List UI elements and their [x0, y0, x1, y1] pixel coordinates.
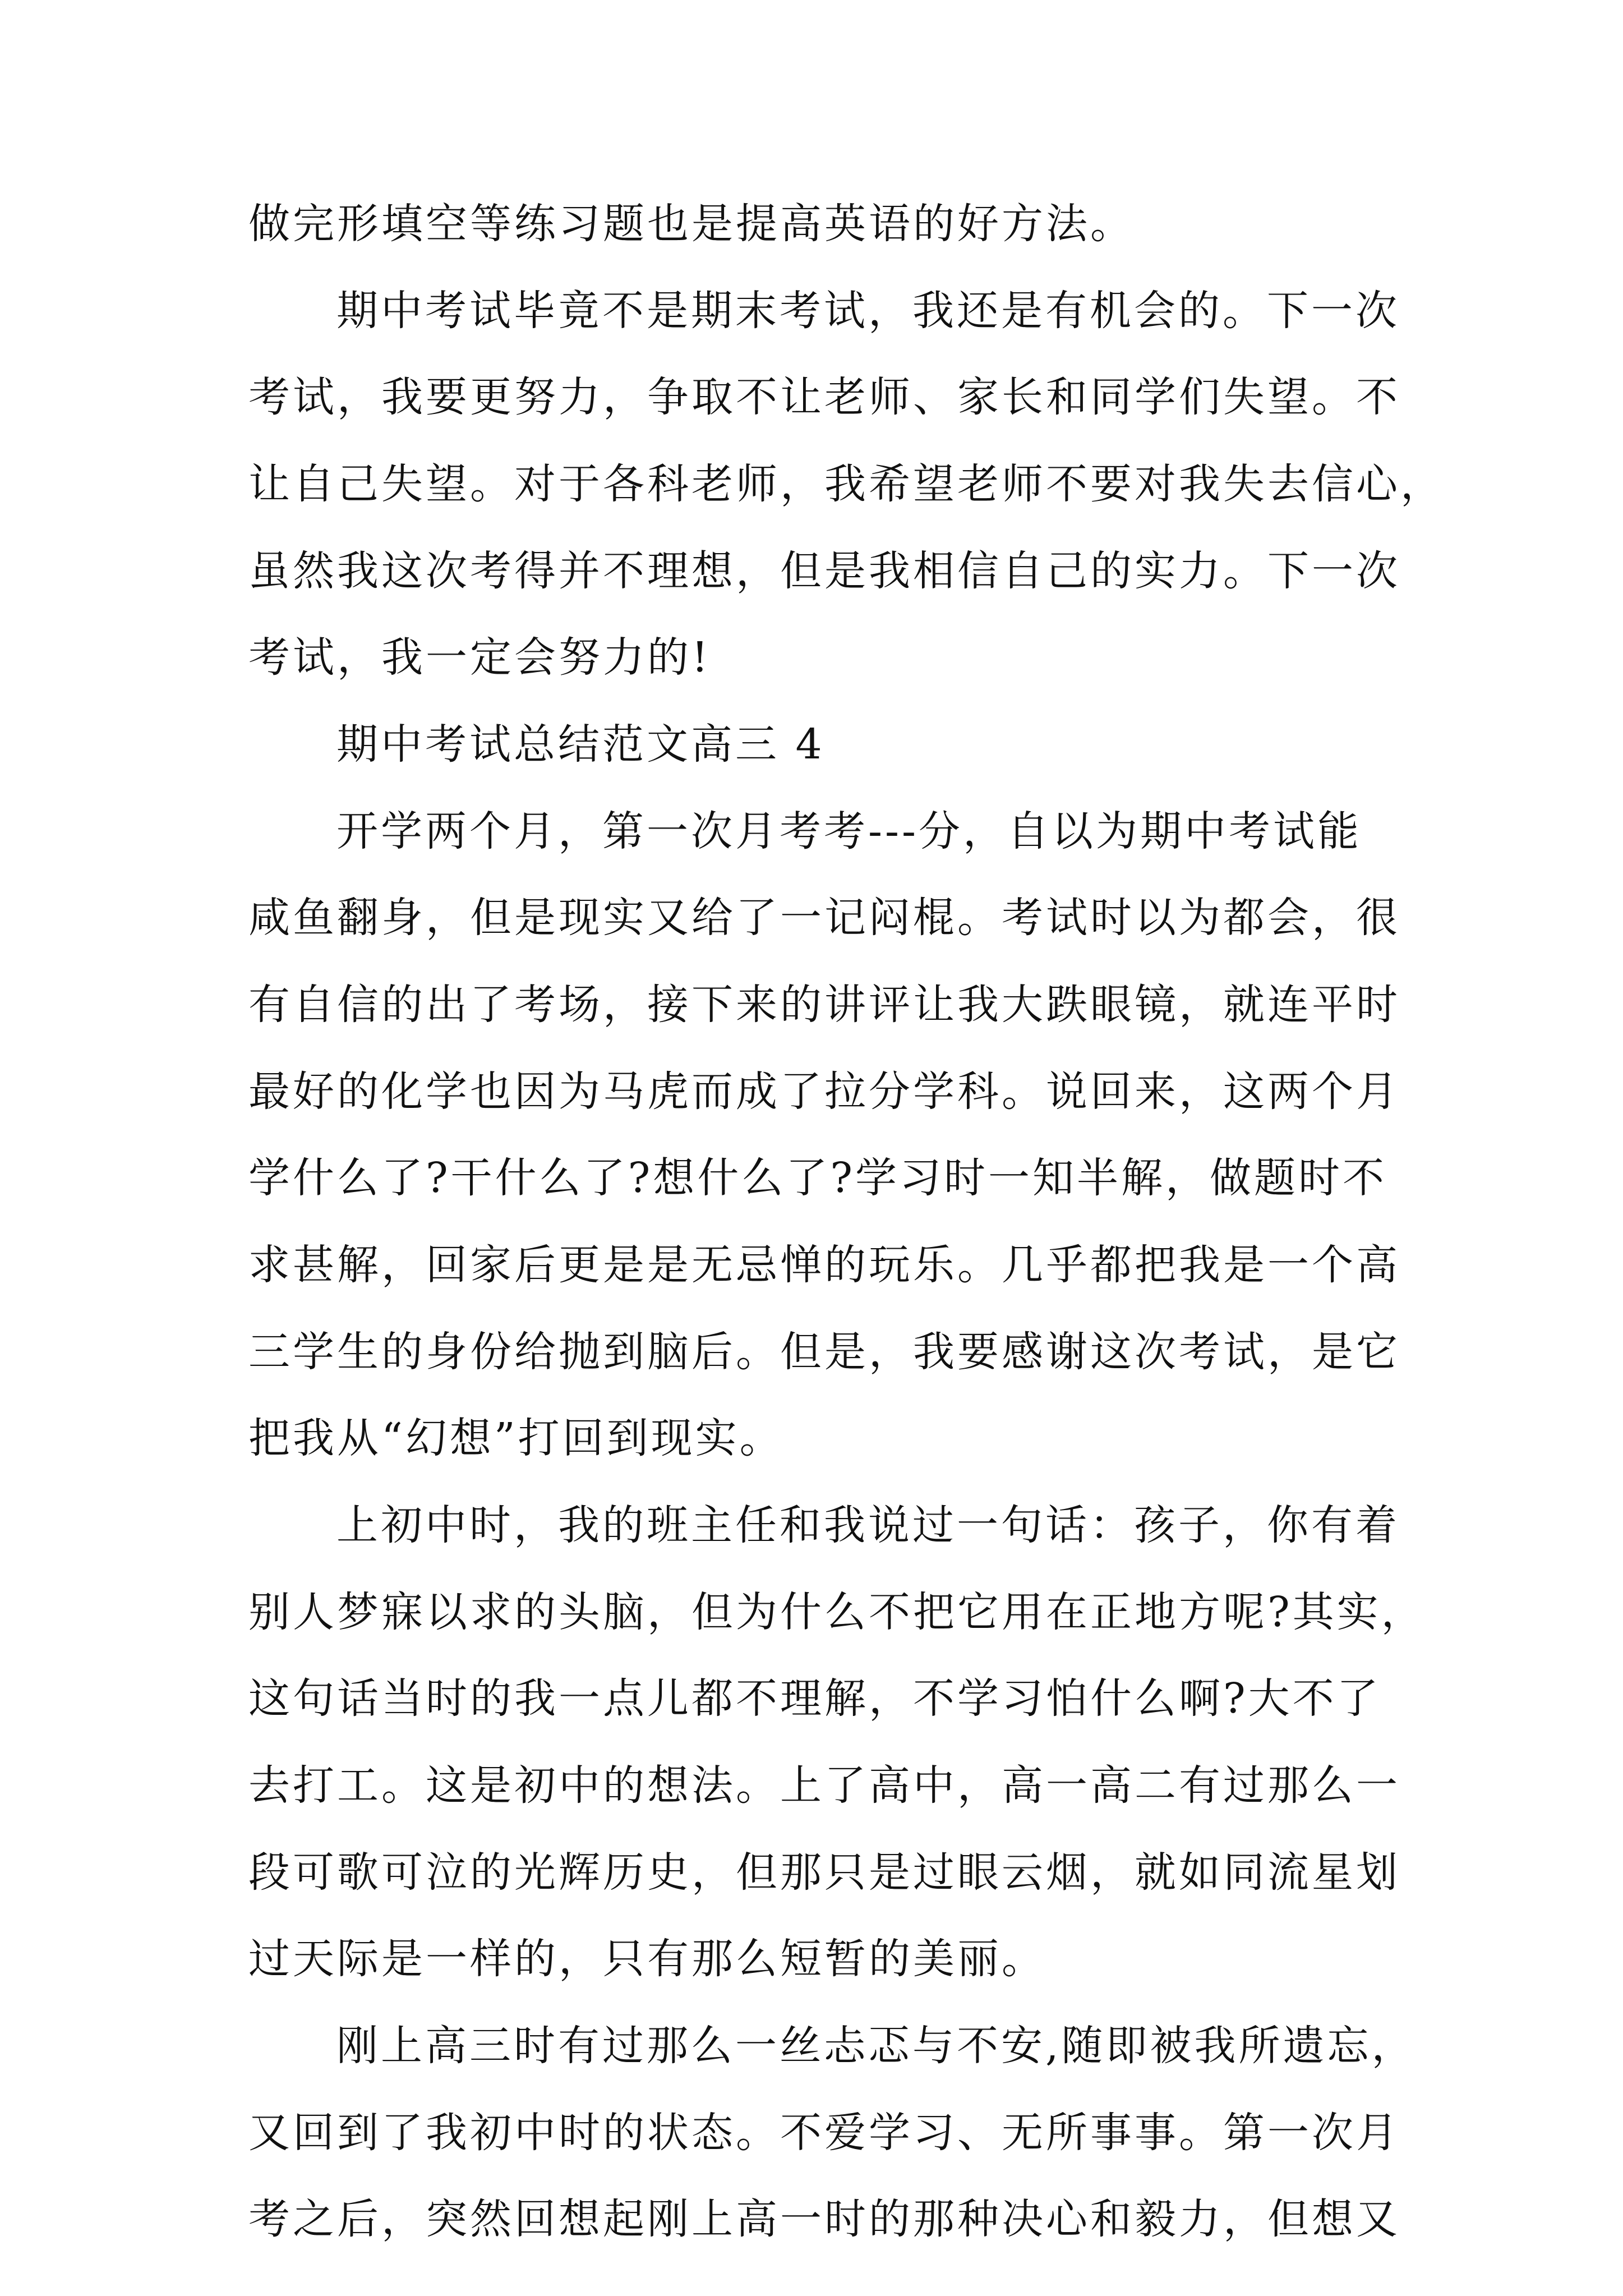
text-line: 段可歌可泣的光辉历史，但那只是过眼云烟，就如同流星划: [248, 1848, 1400, 1897]
text-line: 最好的化学也因为马虎而成了拉分学科。说回来，这两个月: [248, 1068, 1400, 1116]
text-line: 考试，我一定会努力的!: [248, 633, 711, 682]
text-line: 三学生的身份给抛到脑后。但是，我要感谢这次考试，是它: [248, 1328, 1400, 1376]
text-line: 又回到了我初中时的状态。不爱学习、无所事事。第一次月: [248, 2109, 1400, 2157]
text-line: 让自己失望。对于各科老师，我希望老师不要对我失去信心，: [248, 460, 1445, 508]
text-line: 别人梦寐以求的头脑，但为什么不把它用在正地方呢?其实，: [248, 1588, 1426, 1636]
text-line: 做完形填空等练习题也是提高英语的好方法。: [248, 200, 1135, 248]
text-line: 把我从“幻想”打回到现实。: [248, 1414, 784, 1462]
text-line: 虽然我这次考得并不理想，但是我相信自己的实力。下一次: [248, 547, 1400, 595]
text-line: 学什么了?干什么了?想什么了?学习时一知半解，做题时不: [248, 1154, 1387, 1202]
text-line: 去打工。这是初中的想法。上了高中，高一高二有过那么一: [248, 1761, 1400, 1810]
text-line: 考试，我要更努力，争取不让老师、家长和同学们失望。不: [248, 373, 1400, 421]
text-line: 咸鱼翻身，但是现实又给了一记闷棍。考试时以为都会，很: [248, 894, 1400, 942]
text-line: 刚上高三时有过那么一丝忐忑与不安,随即被我所遗忘，: [336, 2022, 1416, 2070]
text-line: 求甚解，回家后更是是无忌惮的玩乐。几乎都把我是一个高: [248, 1241, 1400, 1289]
text-line: 上初中时，我的班主任和我说过一句话：孩子，你有着: [336, 1501, 1400, 1549]
text-line: 开学两个月，第一次月考考---分，自以为期中考试能: [336, 807, 1362, 855]
text-line: 考之后，突然回想起刚上高一时的那种决心和毅力，但想又: [248, 2195, 1400, 2243]
text-line: 有自信的出了考场，接下来的讲评让我大跌眼镜，就连平时: [248, 981, 1400, 1029]
section-heading: 期中考试总结范文高三 4: [336, 720, 825, 769]
text-line: 这句话当时的我一点儿都不理解，不学习怕什么啊?大不了: [248, 1674, 1381, 1723]
text-line: 过天际是一样的，只有那么短暂的美丽。: [248, 1935, 1046, 1983]
text-line: 期中考试毕竟不是期末考试，我还是有机会的。下一次: [336, 287, 1400, 335]
